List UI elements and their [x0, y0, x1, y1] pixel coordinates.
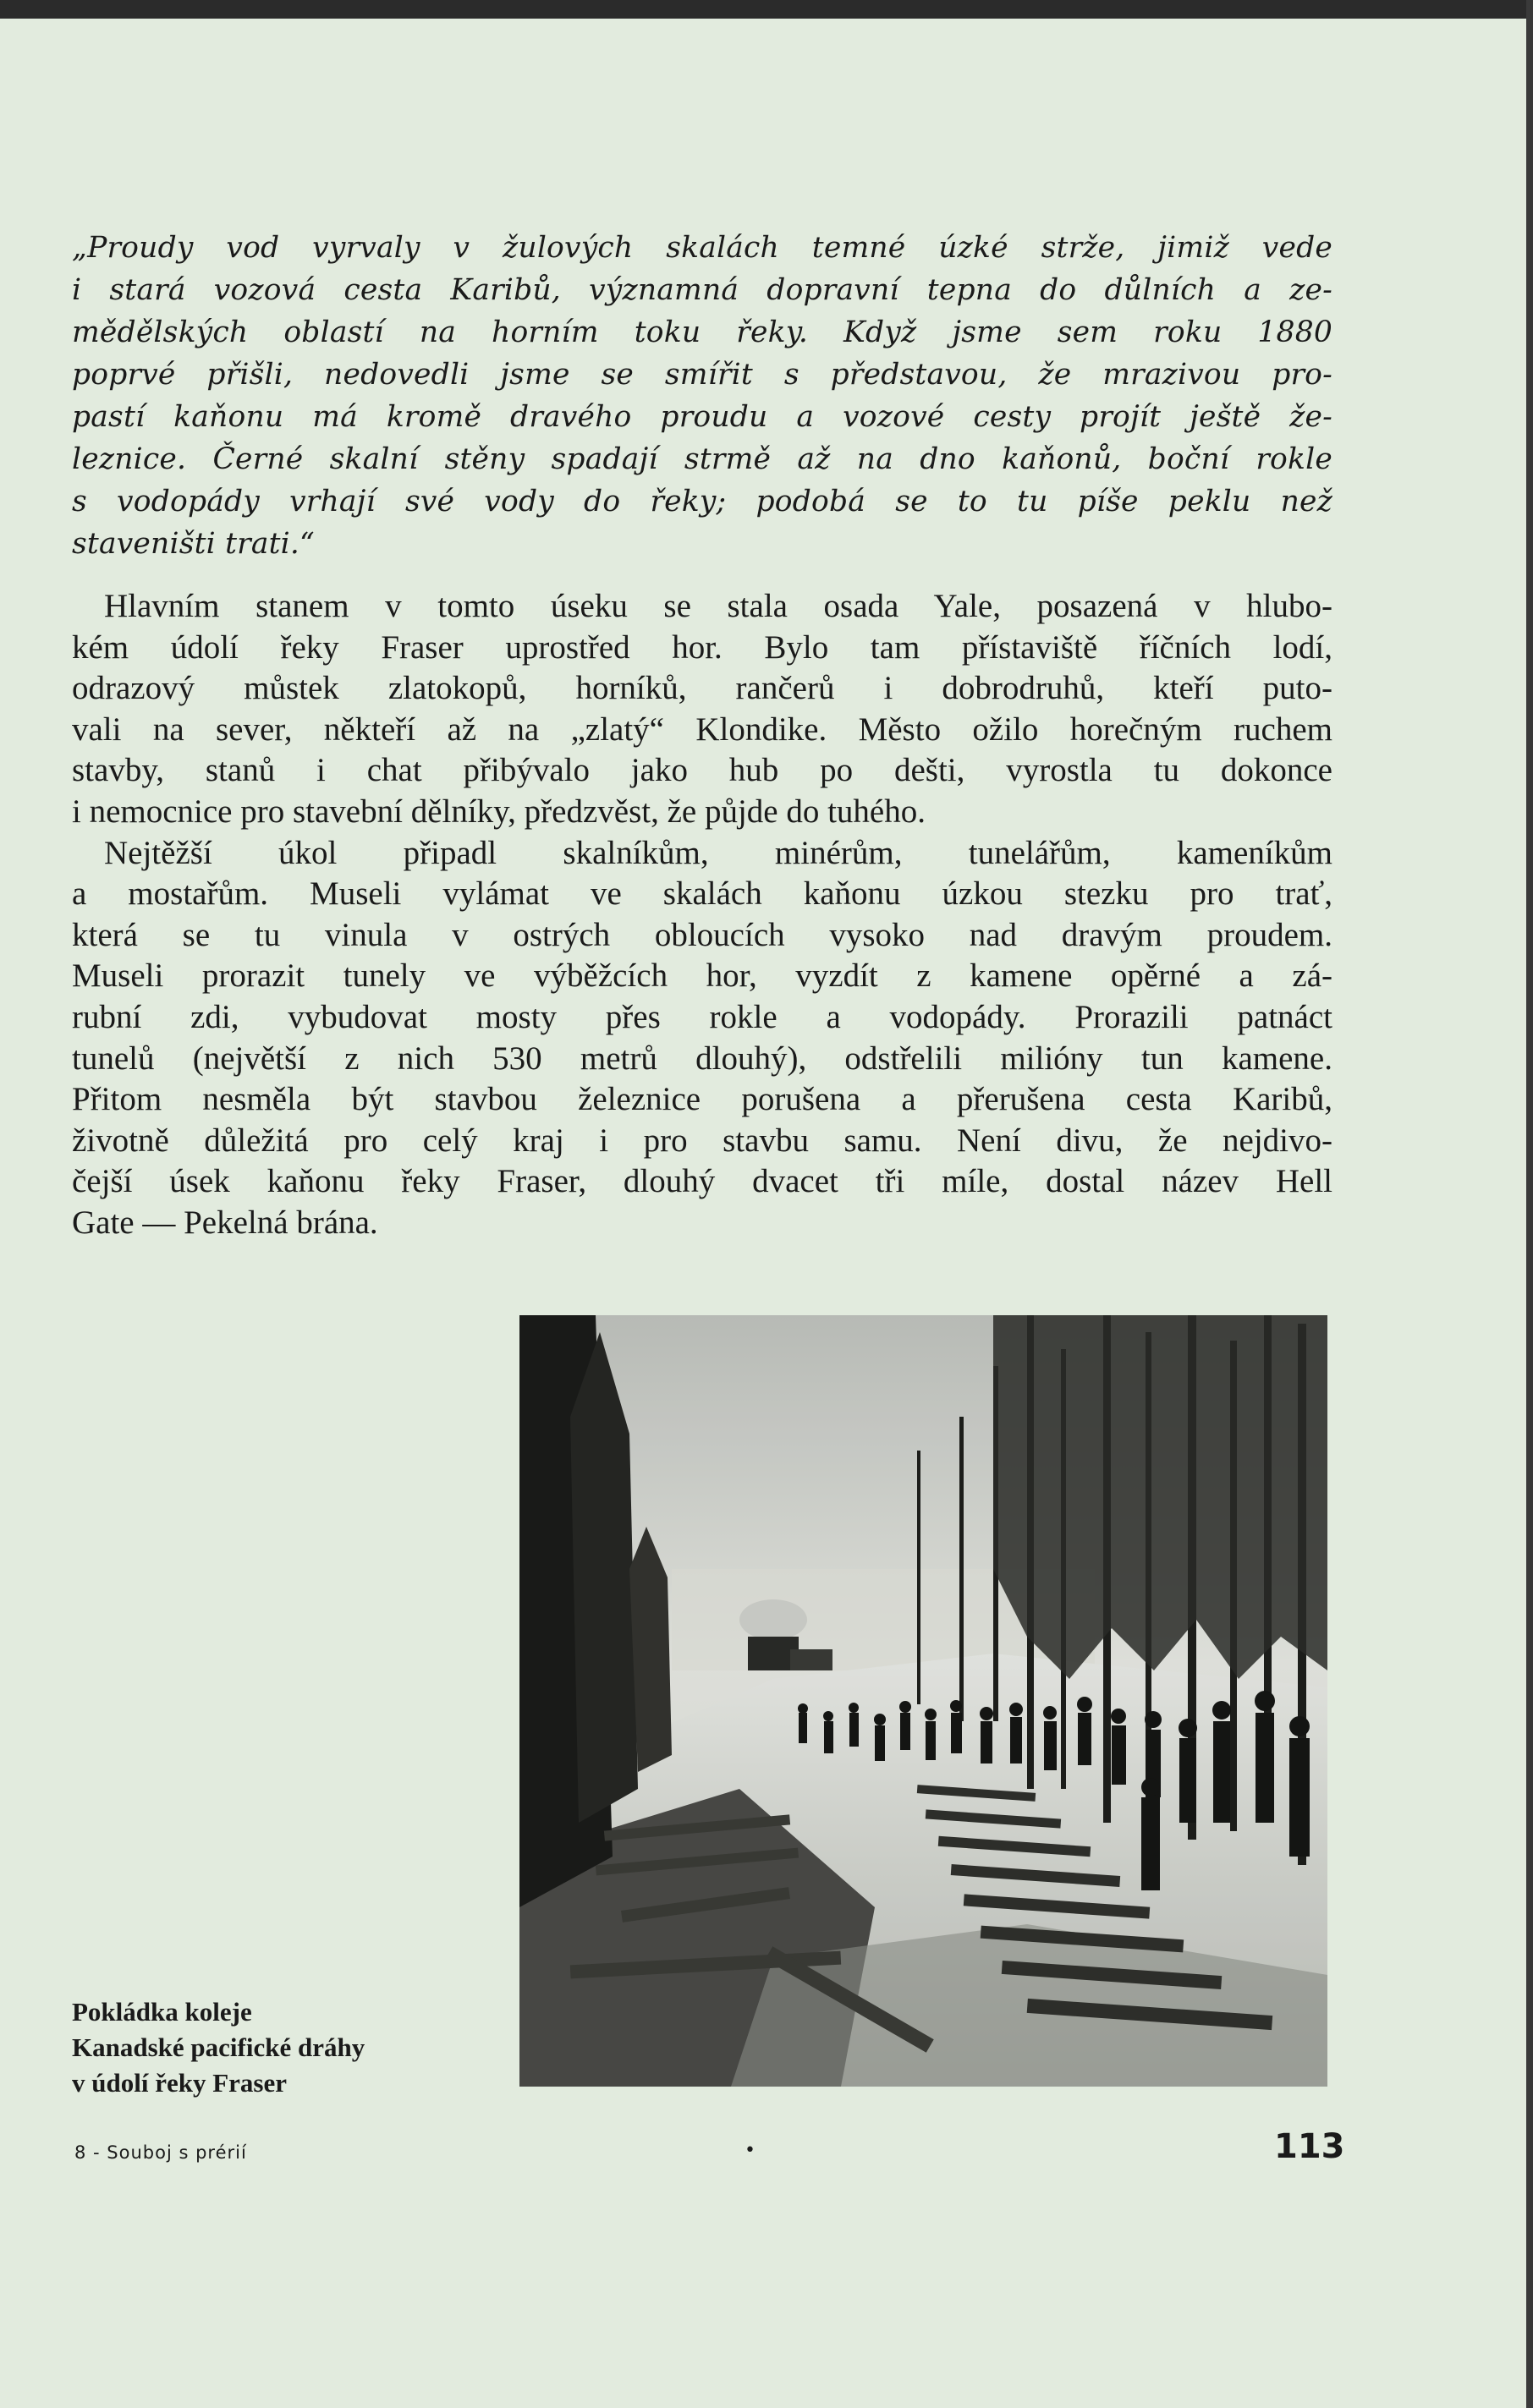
page-top-edge: [0, 0, 1533, 19]
page-right-edge: [1526, 0, 1533, 2408]
railway-construction-photo: [519, 1315, 1327, 2087]
body-line: kém údolí řeky Fraser uprostřed hor. Bylo tam přístaviště říčních lodí,: [72, 628, 1332, 666]
caption-line: v údolí řeky Fraser: [72, 2068, 287, 2098]
quote-line: staveništi trati.“: [72, 527, 315, 561]
body-line: Gate — Pekelná brána.: [72, 1204, 378, 1241]
caption-line: Pokládka koleje: [72, 1997, 252, 2027]
body-paragraphs: [72, 586, 1332, 1244]
caption-line: Kanadské pacifické dráhy: [72, 2032, 365, 2062]
photo-caption: [72, 1994, 512, 2101]
body-line: rubní zdi, vybudovat mosty přes rokle a vodopády. Prorazili patnáct: [72, 998, 1332, 1035]
quote-line: i stará vozová cesta Karibů, významná dopravní tepna do důlních a ze-: [72, 273, 1332, 307]
page-number: 113: [1274, 2127, 1345, 2166]
body-line: tunelů (největší z nich 530 metrů dlouhý), odstřelili milióny tun kamene.: [72, 1039, 1332, 1077]
body-line: a mostařům. Museli vylámat ve skalách kaňonu úzkou stezku pro trať,: [72, 875, 1332, 913]
body-line: Přitom nesměla být stavbou železnice porušena a přerušena cesta Karibů,: [72, 1081, 1332, 1118]
quote-line: poprvé přišli, nedovedli jsme se smířit s představou, že mrazivou pro-: [72, 358, 1332, 392]
body-line: která se tu vinula v ostrých obloucích vysoko nad dravým proudem.: [72, 916, 1332, 953]
body-line: Nejtěžší úkol připadl skalníkům, minérům, tunelářům, kameníkům: [104, 834, 1332, 871]
quote-line: s vodopády vrhají své vody do řeky; podobá se to tu píše peklu než: [72, 485, 1332, 518]
footer-dot: •: [745, 2140, 756, 2161]
body-line: i nemocnice pro stavební dělníky, předzvěst, že půjde do tuhého.: [72, 793, 926, 830]
body-line: vali na sever, někteří až na „zlatý“ Klondike. Město ožilo horečným ruchem: [72, 710, 1332, 748]
body-line: Museli prorazit tunely ve výběžcích hor, vyzdít z kamene opěrné a zá-: [72, 957, 1332, 995]
body-line: stavby, stanů i chat přibývalo jako hub po dešti, vyrostla tu dokonce: [72, 752, 1332, 789]
signature-mark: 8 - Souboj s prérií: [74, 2142, 247, 2163]
quote-paragraph: [72, 227, 1332, 565]
quote-line: leznice. Černé skalní stěny spadají strmě až na dno kaňonů, boční rokle: [72, 442, 1332, 476]
quote-line: mědělských oblastí na horním toku řeky. Když jsme sem roku 1880: [72, 315, 1332, 349]
quote-line: „Proudy vod vyrvaly v žulových skalách temné úzké strže, jimiž vede: [72, 231, 1332, 265]
body-line: čejší úsek kaňonu řeky Fraser, dlouhý dvacet tři míle, dostal název Hell: [72, 1163, 1332, 1200]
body-line: odrazový můstek zlatokopů, horníků, rančerů i dobrodruhů, kteří puto-: [72, 670, 1332, 707]
body-line: Hlavním stanem v tomto úseku se stala osada Yale, posazená v hlubo-: [104, 588, 1332, 624]
quote-line: pastí kaňonu má kromě dravého proudu a vozové cesty projít ještě že-: [72, 400, 1332, 434]
body-line: životně důležitá pro celý kraj i pro stavbu samu. Není divu, že nejdivo-: [72, 1122, 1332, 1159]
